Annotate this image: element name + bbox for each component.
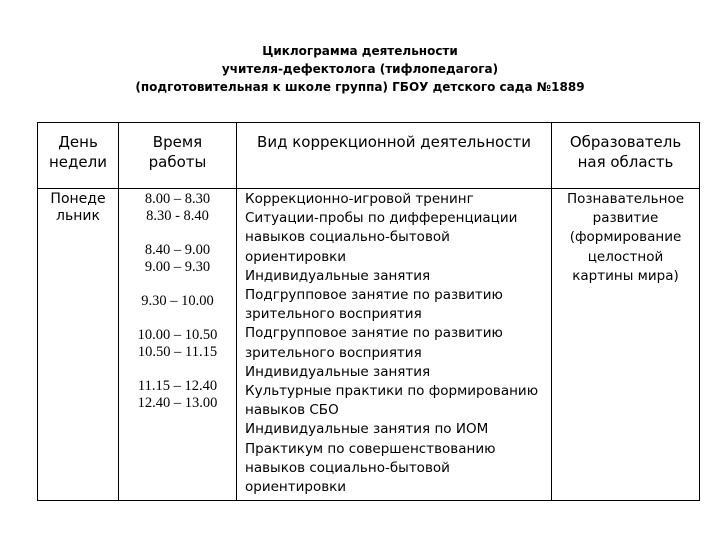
time-slot: 8.30 - 8.40: [146, 208, 209, 224]
activity-line: ориентировки: [245, 248, 347, 265]
title-line-3: (подготовительная к школе группа) ГБОУ детского сада №1889: [135, 80, 585, 94]
schedule-table: [37, 122, 700, 501]
activity-line: зрительного восприятия: [245, 306, 422, 323]
time-slot: 11.15 – 12.40: [137, 378, 218, 394]
time-slot: 9.00 – 9.30: [144, 259, 211, 275]
header-day-line: недели: [49, 153, 107, 171]
time-slot: 10.00 – 10.50: [137, 327, 218, 343]
area-line: картины мира): [572, 267, 679, 284]
activity-line: навыков социально-бытовой: [245, 229, 450, 246]
area-line: развитие: [592, 210, 659, 227]
activity-line: навыков социально-бытовой: [245, 459, 450, 476]
time-cell: [119, 189, 237, 501]
activity-line: Индивидуальные занятия по ИОМ: [245, 421, 489, 438]
area-line: Познавательное: [566, 191, 685, 207]
header-row: [38, 123, 700, 189]
activity-line: Культурные практики по формированию: [245, 383, 539, 400]
time-slot: 8.00 – 8.30: [144, 191, 211, 207]
activity-line: зрительного восприятия: [245, 344, 422, 361]
activity-line: Подгрупповое занятие по развитию: [245, 287, 503, 304]
title-line-1: Циклограмма деятельности: [262, 44, 458, 58]
activity-line: Ситуации-пробы по дифференциации: [245, 210, 518, 227]
time-slot: 10.50 – 11.15: [137, 344, 218, 360]
activity-line: ориентировки: [245, 479, 347, 496]
header-activity: [237, 123, 552, 189]
document-title: [0, 42, 720, 96]
header-time-line: Время: [152, 133, 203, 151]
monday-row: [38, 189, 700, 501]
activity-line: Индивидуальные занятия: [245, 267, 431, 284]
area-cell: [552, 189, 700, 501]
header-activity-line: Вид коррекционной деятельности: [257, 133, 531, 151]
activity-line: Коррекционно-игровой тренинг: [245, 191, 474, 207]
header-area-line: ная область: [577, 153, 674, 171]
area-line: (формирование: [569, 229, 682, 246]
day-line: Понеде: [50, 191, 106, 207]
header-time-line: работы: [148, 153, 207, 171]
header-day-line: День: [58, 133, 98, 151]
time-slot: 9.30 – 10.00: [141, 293, 214, 309]
header-area: [552, 123, 700, 189]
activity-cell: [237, 189, 552, 501]
area-line: целостной: [587, 248, 664, 265]
activity-line: Подгрупповое занятие по развитию: [245, 325, 503, 342]
time-slot: 12.40 – 13.00: [137, 395, 218, 411]
activity-line: навыков СБО: [245, 402, 339, 419]
day-cell: [38, 189, 119, 501]
day-line: льник: [56, 208, 100, 224]
time-slot: 8.40 – 9.00: [144, 242, 211, 258]
title-line-2: учителя-дефектолога (тифлопедагога): [221, 62, 499, 76]
header-area-line: Образователь: [569, 133, 682, 151]
header-time: [119, 123, 237, 189]
activity-line: Индивидуальные занятия: [245, 363, 431, 380]
activity-line: Практикум по совершенствованию: [245, 440, 496, 457]
header-day: [38, 123, 119, 189]
